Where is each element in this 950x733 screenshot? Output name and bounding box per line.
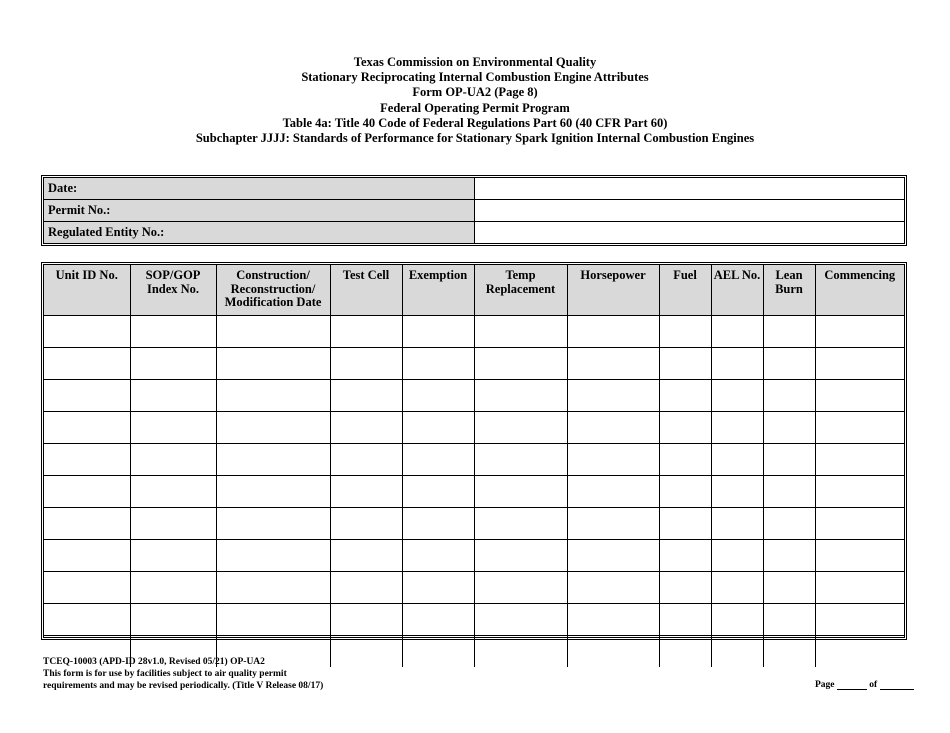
table-cell[interactable] xyxy=(130,412,216,444)
table-cell[interactable] xyxy=(567,476,659,508)
table-cell[interactable] xyxy=(567,604,659,636)
table-cell[interactable] xyxy=(711,380,763,412)
table-cell[interactable] xyxy=(474,636,567,668)
table-cell[interactable] xyxy=(330,604,402,636)
table-cell[interactable] xyxy=(330,636,402,668)
form-footer xyxy=(43,656,323,692)
usage-note-1: This form is for use by facilities subject to air quality permit xyxy=(43,669,287,679)
table-row xyxy=(44,412,904,444)
table-cell[interactable] xyxy=(216,508,330,540)
table-cell[interactable] xyxy=(130,540,216,572)
table-row xyxy=(44,604,904,636)
table-cell[interactable] xyxy=(402,316,474,348)
table-cell[interactable] xyxy=(763,636,815,668)
table-cell[interactable] xyxy=(44,316,130,348)
table-cell[interactable] xyxy=(659,636,711,668)
table-cell[interactable] xyxy=(763,316,815,348)
table-cell[interactable] xyxy=(216,476,330,508)
table-cell[interactable] xyxy=(659,508,711,540)
col-ael-no: AEL No. xyxy=(711,265,763,316)
table-cell[interactable] xyxy=(763,348,815,380)
table-cell[interactable] xyxy=(567,636,659,668)
table-cell[interactable] xyxy=(763,444,815,476)
table-cell[interactable] xyxy=(815,572,904,604)
permit-no-field[interactable] xyxy=(475,199,905,221)
table-cell[interactable] xyxy=(815,604,904,636)
col-temp-replacement: Temp Replacement xyxy=(474,265,567,316)
table-cell[interactable] xyxy=(474,316,567,348)
col-fuel: Fuel xyxy=(659,265,711,316)
table-cell[interactable] xyxy=(763,412,815,444)
table-cell[interactable] xyxy=(474,508,567,540)
table-cell[interactable] xyxy=(216,316,330,348)
table-cell[interactable] xyxy=(402,540,474,572)
table-cell[interactable] xyxy=(402,348,474,380)
table-cell[interactable] xyxy=(330,380,402,412)
col-test-cell: Test Cell xyxy=(330,265,402,316)
regulated-entity-field[interactable] xyxy=(475,222,905,243)
permit-no-label: Permit No.: xyxy=(44,199,475,221)
table-cell[interactable] xyxy=(474,444,567,476)
table-cell[interactable] xyxy=(567,316,659,348)
table-cell[interactable] xyxy=(711,444,763,476)
table-cell[interactable] xyxy=(763,604,815,636)
table-cell[interactable] xyxy=(330,540,402,572)
table-cell[interactable] xyxy=(815,380,904,412)
table-cell[interactable] xyxy=(44,444,130,476)
table-cell[interactable] xyxy=(44,604,130,636)
table-cell[interactable] xyxy=(659,444,711,476)
table-cell[interactable] xyxy=(330,348,402,380)
table-cell[interactable] xyxy=(567,444,659,476)
table-cell[interactable] xyxy=(330,572,402,604)
table-row xyxy=(44,316,904,348)
table-cell[interactable] xyxy=(402,412,474,444)
table-cell[interactable] xyxy=(474,604,567,636)
table-cell[interactable] xyxy=(567,348,659,380)
table-row xyxy=(44,444,904,476)
table-cell[interactable] xyxy=(216,412,330,444)
table-cell[interactable] xyxy=(659,604,711,636)
table-cell[interactable] xyxy=(659,412,711,444)
table-cell[interactable] xyxy=(330,476,402,508)
table-cell[interactable] xyxy=(763,476,815,508)
table-cell[interactable] xyxy=(130,380,216,412)
table-cell[interactable] xyxy=(216,380,330,412)
form-header xyxy=(0,55,950,146)
table-cell[interactable] xyxy=(130,316,216,348)
table-cell[interactable] xyxy=(659,348,711,380)
table-cell[interactable] xyxy=(567,572,659,604)
table-cell[interactable] xyxy=(130,604,216,636)
table-cell[interactable] xyxy=(44,508,130,540)
table-cell[interactable] xyxy=(763,540,815,572)
date-field[interactable] xyxy=(475,178,905,199)
table-cell[interactable] xyxy=(402,636,474,668)
col-construction-date: Construction/ Reconstruction/ Modification Date xyxy=(216,265,330,316)
page-label: Page xyxy=(815,680,835,690)
table-cell[interactable] xyxy=(402,476,474,508)
table-cell[interactable] xyxy=(130,444,216,476)
table-cell[interactable] xyxy=(815,540,904,572)
table-cell[interactable] xyxy=(659,476,711,508)
table-cell[interactable] xyxy=(815,412,904,444)
table-row xyxy=(44,540,904,572)
table-cell[interactable] xyxy=(330,444,402,476)
table-cell[interactable] xyxy=(402,508,474,540)
table-cell[interactable] xyxy=(659,572,711,604)
table-cell[interactable] xyxy=(216,444,330,476)
table-cell[interactable] xyxy=(330,412,402,444)
table-cell[interactable] xyxy=(763,380,815,412)
table-cell[interactable] xyxy=(44,572,130,604)
table-cell[interactable] xyxy=(474,412,567,444)
usage-note-2: requirements and may be revised periodically. (Title V Release 08/17) xyxy=(43,681,324,691)
form-subject: Stationary Reciprocating Internal Combustion Engine Attributes xyxy=(301,70,649,85)
table-cell[interactable] xyxy=(567,540,659,572)
engine-attributes-table xyxy=(41,262,907,640)
table-cell[interactable] xyxy=(711,316,763,348)
table-cell[interactable] xyxy=(474,348,567,380)
table-cell[interactable] xyxy=(815,348,904,380)
table-cell[interactable] xyxy=(711,412,763,444)
table-row xyxy=(44,572,904,604)
table-cell[interactable] xyxy=(711,476,763,508)
table-cell[interactable] xyxy=(216,604,330,636)
table-cell[interactable] xyxy=(130,476,216,508)
table-cell[interactable] xyxy=(330,316,402,348)
table-cell[interactable] xyxy=(763,572,815,604)
table-cell[interactable] xyxy=(130,572,216,604)
table-row xyxy=(44,476,904,508)
table-cell[interactable] xyxy=(711,348,763,380)
table-cell[interactable] xyxy=(402,572,474,604)
col-horsepower: Horsepower xyxy=(567,265,659,316)
table-cell[interactable] xyxy=(567,412,659,444)
table-cell[interactable] xyxy=(216,540,330,572)
table-cell[interactable] xyxy=(44,380,130,412)
table-cell[interactable] xyxy=(130,508,216,540)
table-cell[interactable] xyxy=(763,508,815,540)
program-name: Federal Operating Permit Program xyxy=(380,100,570,115)
table-cell[interactable] xyxy=(659,316,711,348)
form-revision: TCEQ-10003 (APD-ID 28v1.0, Revised 05/21) OP-UA2 xyxy=(43,657,265,667)
table-cell[interactable] xyxy=(815,508,904,540)
table-cell[interactable] xyxy=(474,380,567,412)
page-number xyxy=(815,680,914,690)
col-sop-gop-index: SOP/GOP Index No. xyxy=(130,265,216,316)
table-cell[interactable] xyxy=(474,540,567,572)
table-cell[interactable] xyxy=(44,476,130,508)
table-cell[interactable] xyxy=(815,444,904,476)
table-cell[interactable] xyxy=(567,380,659,412)
table-cell[interactable] xyxy=(216,348,330,380)
table-cell[interactable] xyxy=(474,476,567,508)
col-exemption: Exemption xyxy=(402,265,474,316)
agency-title: Texas Commission on Environmental Quality xyxy=(353,55,597,69)
info-table xyxy=(41,175,907,246)
table-cell[interactable] xyxy=(44,348,130,380)
table-cell[interactable] xyxy=(659,380,711,412)
col-commencing: Commencing xyxy=(815,265,904,316)
page-number-field[interactable] xyxy=(837,680,867,690)
table-cell[interactable] xyxy=(815,476,904,508)
table-cell[interactable] xyxy=(567,508,659,540)
col-unit-id: Unit ID No. xyxy=(44,265,130,316)
col-lean-burn: Lean Burn xyxy=(763,265,815,316)
table-cell[interactable] xyxy=(711,572,763,604)
table-cell[interactable] xyxy=(44,412,130,444)
table-cell[interactable] xyxy=(402,444,474,476)
table-cell[interactable] xyxy=(815,316,904,348)
of-label: of xyxy=(869,680,878,690)
table-cell[interactable] xyxy=(44,540,130,572)
date-label: Date: xyxy=(44,178,475,199)
table-cell[interactable] xyxy=(330,508,402,540)
table-cell[interactable] xyxy=(711,508,763,540)
table-row xyxy=(44,348,904,380)
table-cell[interactable] xyxy=(659,540,711,572)
table-cell[interactable] xyxy=(711,540,763,572)
table-cell[interactable] xyxy=(216,572,330,604)
form-number: Form OP-UA2 (Page 8) xyxy=(412,85,538,100)
table-cell[interactable] xyxy=(402,604,474,636)
table-cell[interactable] xyxy=(815,636,904,668)
table-cell[interactable] xyxy=(711,604,763,636)
regulated-entity-label: Regulated Entity No.: xyxy=(44,222,475,243)
table-cell[interactable] xyxy=(402,380,474,412)
table-title: Table 4a: Title 40 Code of Federal Regulations Part 60 (40 CFR Part 60) xyxy=(282,115,668,130)
table-row xyxy=(44,380,904,412)
table-cell[interactable] xyxy=(130,348,216,380)
table-row xyxy=(44,508,904,540)
table-cell[interactable] xyxy=(474,572,567,604)
page-total-field[interactable] xyxy=(880,680,914,690)
subchapter-title: Subchapter JJJJ: Standards of Performance for Stationary Spark Ignition Internal Combustion Engines xyxy=(195,131,755,146)
table-cell[interactable] xyxy=(711,636,763,668)
